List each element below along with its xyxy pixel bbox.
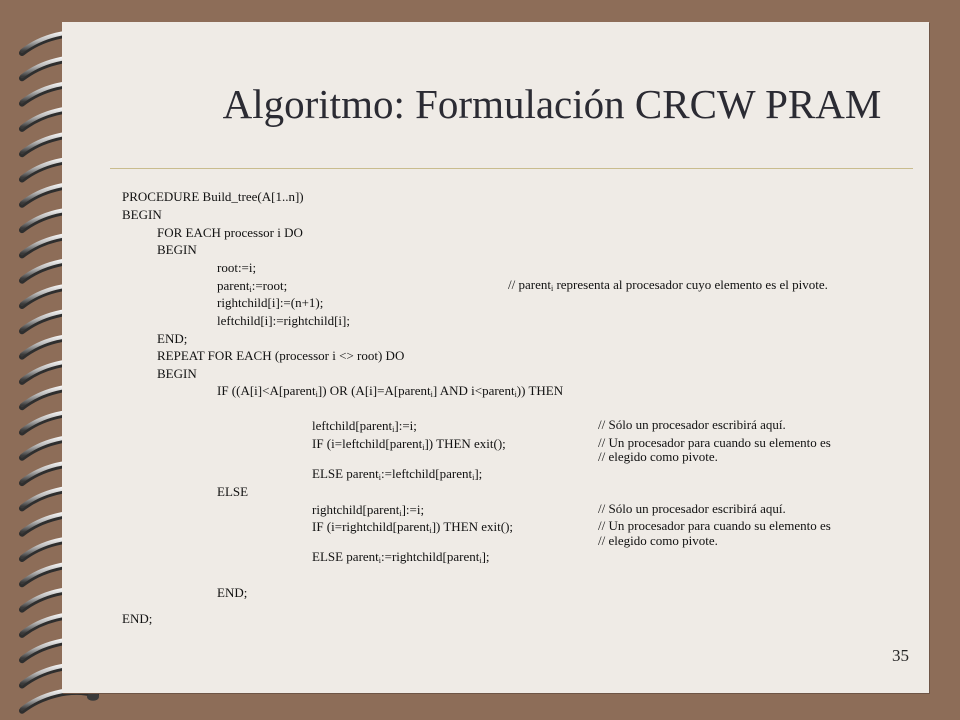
subscript: i <box>315 390 318 399</box>
code-text: root:=i; <box>217 260 257 275</box>
code-line <box>217 383 563 398</box>
code-text: ]:=i; <box>394 418 417 433</box>
code-text: BEGIN <box>122 207 162 222</box>
subscript: i <box>430 390 433 399</box>
code-line <box>157 366 197 381</box>
code-line <box>217 260 256 275</box>
slide-title: Algoritmo: Formulación CRCW PRAM <box>222 81 882 127</box>
code-text: END; <box>217 585 248 600</box>
code-text: :=rightchild[parent <box>381 549 480 564</box>
page-number: 35 <box>892 646 909 665</box>
code-comment <box>508 278 828 292</box>
code-line <box>217 484 248 499</box>
code-text: FOR EACH processor i DO <box>157 225 303 240</box>
code-text: REPEAT FOR EACH (processor i <> root) DO <box>157 348 405 363</box>
code-line <box>312 418 417 433</box>
subscript: i <box>378 473 382 482</box>
code-text: END; <box>157 331 188 346</box>
code-text: ] AND i<parent <box>432 383 515 398</box>
code-text: )) THEN <box>516 383 564 398</box>
code-text: ]) THEN exit(); <box>424 436 506 451</box>
code-text: BEGIN <box>157 366 197 381</box>
code-comment <box>598 418 786 432</box>
code-text: // Sólo un procesador escribirá aquí. <box>598 501 786 516</box>
code-text: // elegido como pivote. <box>598 533 718 548</box>
code-text: ]; <box>474 466 483 481</box>
code-line <box>312 519 513 534</box>
code-line <box>312 502 424 517</box>
code-text: // Sólo un procesador escribirá aquí. <box>598 417 786 432</box>
code-line <box>157 242 197 257</box>
code-line <box>217 295 323 310</box>
code-text: PROCEDURE Build_tree(A[1..n]) <box>122 189 304 204</box>
code-text: IF (i=rightchild[parent <box>312 519 430 534</box>
code-text: :=root; <box>251 278 288 293</box>
subscript: i <box>429 526 432 535</box>
code-text: END; <box>122 611 153 626</box>
code-text: ]; <box>481 549 490 564</box>
code-text: // parent <box>508 277 551 292</box>
code-line <box>312 436 506 451</box>
code-line <box>122 207 162 222</box>
code-text: :=leftchild[parent <box>381 466 473 481</box>
subscript: i <box>378 556 382 565</box>
code-comment <box>598 502 786 516</box>
code-line <box>157 331 187 346</box>
code-text: ELSE parent <box>312 549 379 564</box>
code-text: leftchild[parent <box>312 418 393 433</box>
code-text: IF (i=leftchild[parent <box>312 436 423 451</box>
code-text: ]) OR (A[i]=A[parent <box>317 383 431 398</box>
subscript: i <box>249 285 252 294</box>
subscript: i <box>479 556 482 565</box>
code-text: ELSE <box>217 484 249 499</box>
binding-ring <box>22 690 99 711</box>
code-text: BEGIN <box>157 242 197 257</box>
code-text: ]:=i; <box>401 502 425 517</box>
code-text: parent <box>217 278 250 293</box>
code-line <box>217 278 287 293</box>
code-line <box>217 585 247 600</box>
code-comment <box>598 450 718 464</box>
code-text: IF ((A[i]<A[parent <box>217 383 316 398</box>
pseudocode-block <box>62 22 929 693</box>
subscript: i <box>514 390 517 399</box>
code-text: rightchild[i]:=(n+1); <box>217 295 324 310</box>
subscript: i <box>472 473 475 482</box>
code-text: ELSE parent <box>312 466 379 481</box>
code-line <box>157 348 404 363</box>
code-text: // Un procesador para cuando su elemento es <box>598 435 831 450</box>
code-comment <box>598 519 831 533</box>
code-line <box>217 313 350 328</box>
slide <box>62 22 929 693</box>
code-text: leftchild[i]:=rightchild[i]; <box>217 313 350 328</box>
code-line <box>122 189 304 204</box>
subscript: i <box>422 443 425 452</box>
code-text: // Un procesador para cuando su elemento es <box>598 518 831 533</box>
code-line <box>312 466 482 481</box>
code-text: ]) THEN exit(); <box>431 519 514 534</box>
subscript: i <box>550 284 554 293</box>
code-line <box>312 549 490 564</box>
subscript: i <box>392 425 395 434</box>
code-comment <box>598 436 831 450</box>
subscript: i <box>399 509 402 518</box>
code-text: // elegido como pivote. <box>598 449 718 464</box>
code-line <box>122 611 152 626</box>
code-text: rightchild[parent <box>312 502 400 517</box>
code-text: representa al procesador cuyo elemento es el pivote. <box>553 277 828 292</box>
code-comment <box>598 534 718 548</box>
code-line <box>157 225 303 240</box>
